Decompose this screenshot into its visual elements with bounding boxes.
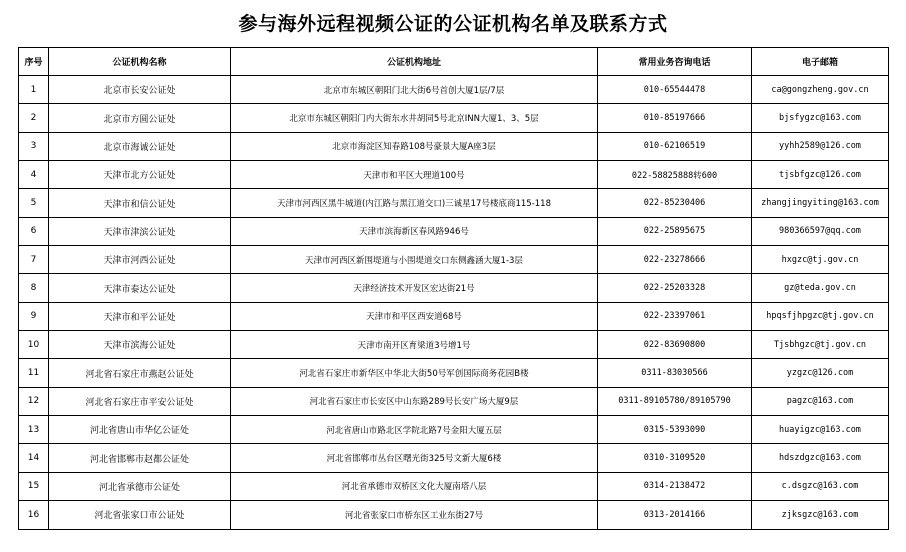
header-email: 电子邮箱 [752, 48, 889, 76]
notary-address: 河北省承德市双桥区文化大厦南塔八层 [231, 472, 598, 500]
notary-email: Tjsbhgzc@tj.gov.cn [752, 331, 889, 359]
notary-email: tjsbfgzc@126.com [752, 161, 889, 189]
notary-name: 河北省石家庄市燕赵公证处 [49, 359, 231, 387]
notary-phone: 0314-2138472 [598, 472, 752, 500]
table-row [19, 444, 889, 472]
notary-phone: 022-83690800 [598, 331, 752, 359]
notary-name: 天津市和信公证处 [49, 189, 231, 217]
notary-email: huayigzc@163.com [752, 416, 889, 444]
row-index: 3 [19, 132, 49, 160]
row-index: 2 [19, 104, 49, 132]
notary-name: 河北省邯郸市赵都公证处 [49, 444, 231, 472]
notary-phone: 0313-2014166 [598, 501, 752, 529]
notary-name: 天津市滨海公证处 [49, 331, 231, 359]
row-index: 11 [19, 359, 49, 387]
notary-address: 天津市南开区育梁道3号增1号 [231, 331, 598, 359]
table-row [19, 104, 889, 132]
row-index: 6 [19, 217, 49, 245]
notary-name: 北京市海诚公证处 [49, 132, 231, 160]
notary-phone: 0311-83030566 [598, 359, 752, 387]
notary-email: zhangjingyiting@163.com [752, 189, 889, 217]
notary-name: 河北省张家口市公证处 [49, 501, 231, 529]
notary-address: 天津经济技术开发区宏达街21号 [231, 274, 598, 302]
notary-phone: 010-85197666 [598, 104, 752, 132]
notary-address: 天津市和平区西安道68号 [231, 302, 598, 330]
table-row [19, 76, 889, 104]
table-row [19, 274, 889, 302]
row-index: 4 [19, 161, 49, 189]
table-row [19, 416, 889, 444]
notary-email: gz@teda.gov.cn [752, 274, 889, 302]
notary-name: 河北省承德市公证处 [49, 472, 231, 500]
table-row [19, 132, 889, 160]
notary-email: yyhh2589@126.com [752, 132, 889, 160]
notary-address: 北京市东城区朝阳门北大街6号首创大厦1层/7层 [231, 76, 598, 104]
table-row [19, 161, 889, 189]
table-row [19, 501, 889, 529]
notary-phone: 010-62106519 [598, 132, 752, 160]
notary-name: 河北省石家庄市平安公证处 [49, 387, 231, 415]
notary-email: yzgzc@126.com [752, 359, 889, 387]
notary-email: ca@gongzheng.gov.cn [752, 76, 889, 104]
header-address: 公证机构地址 [231, 48, 598, 76]
notary-name: 天津市泰达公证处 [49, 274, 231, 302]
notary-name: 天津市和平公证处 [49, 302, 231, 330]
notary-address: 河北省石家庄市长安区中山东路289号长安广场大厦9层 [231, 387, 598, 415]
table-row [19, 359, 889, 387]
notary-address: 北京市海淀区知春路108号豪景大厦A座3层 [231, 132, 598, 160]
header-phone: 常用业务咨询电话 [598, 48, 752, 76]
notary-name: 北京市长安公证处 [49, 76, 231, 104]
row-index: 10 [19, 331, 49, 359]
notary-name: 北京市方圆公证处 [49, 104, 231, 132]
table-row [19, 217, 889, 245]
notary-email: c.dsgzc@163.com [752, 472, 889, 500]
notary-phone: 0310-3109520 [598, 444, 752, 472]
row-index: 13 [19, 416, 49, 444]
row-index: 16 [19, 501, 49, 529]
notary-phone: 022-23278666 [598, 246, 752, 274]
notary-name: 天津市津滨公证处 [49, 217, 231, 245]
table-row [19, 302, 889, 330]
notary-phone: 022-25895675 [598, 217, 752, 245]
header-name: 公证机构名称 [49, 48, 231, 76]
notary-phone: 0315-5393090 [598, 416, 752, 444]
document-title: 参与海外远程视频公证的公证机构名单及联系方式 [238, 13, 668, 35]
table-row [19, 387, 889, 415]
table-header-row [19, 48, 889, 76]
notary-email: 980366597@qq.com [752, 217, 889, 245]
notary-address: 河北省张家口市桥东区工业东街27号 [231, 501, 598, 529]
notary-address: 河北省唐山市路北区学院北路7号金阳大厦五层 [231, 416, 598, 444]
notary-address: 天津市河西区新围堤道与小围堤道交口东侧鑫涵大厦1-3层 [231, 246, 598, 274]
notary-phone: 010-65544478 [598, 76, 752, 104]
notary-phone: 022-85230406 [598, 189, 752, 217]
row-index: 1 [19, 76, 49, 104]
row-index: 9 [19, 302, 49, 330]
notary-address: 天津市和平区大理道100号 [231, 161, 598, 189]
notary-name: 天津市北方公证处 [49, 161, 231, 189]
table-row [19, 472, 889, 500]
notary-table [18, 47, 889, 530]
notary-phone: 022-25203328 [598, 274, 752, 302]
notary-email: pagzc@163.com [752, 387, 889, 415]
row-index: 15 [19, 472, 49, 500]
table-body [19, 76, 889, 530]
table-row [19, 189, 889, 217]
row-index: 7 [19, 246, 49, 274]
notary-address: 北京市东城区朝阳门内大街东水井胡同5号北京INN大厦1、3、5层 [231, 104, 598, 132]
notary-phone: 0311-89105780/89105790 [598, 387, 752, 415]
row-index: 5 [19, 189, 49, 217]
notary-address: 河北省石家庄市新华区中华北大街50号军创国际商务花园B楼 [231, 359, 598, 387]
notary-phone: 022-23397061 [598, 302, 752, 330]
notary-email: zjksgzc@163.com [752, 501, 889, 529]
notary-address: 河北省邯郸市丛台区曙光街325号文新大厦6楼 [231, 444, 598, 472]
notary-name: 河北省唐山市华亿公证处 [49, 416, 231, 444]
notary-email: hpqsfjhpgzc@tj.gov.cn [752, 302, 889, 330]
header-index: 序号 [19, 48, 49, 76]
table-row [19, 331, 889, 359]
notary-address: 天津市滨海新区春风路946号 [231, 217, 598, 245]
row-index: 12 [19, 387, 49, 415]
notary-email: hdszdgzc@163.com [752, 444, 889, 472]
notary-name: 天津市河西公证处 [49, 246, 231, 274]
row-index: 8 [19, 274, 49, 302]
notary-phone: 022-58825888转600 [598, 161, 752, 189]
notary-email: hxgzc@tj.gov.cn [752, 246, 889, 274]
row-index: 14 [19, 444, 49, 472]
table-row [19, 246, 889, 274]
notary-email: bjsfygzc@163.com [752, 104, 889, 132]
notary-address: 天津市河西区黑牛城道(内江路与黑江道交口)三诚星17号楼底商115-118 [231, 189, 598, 217]
